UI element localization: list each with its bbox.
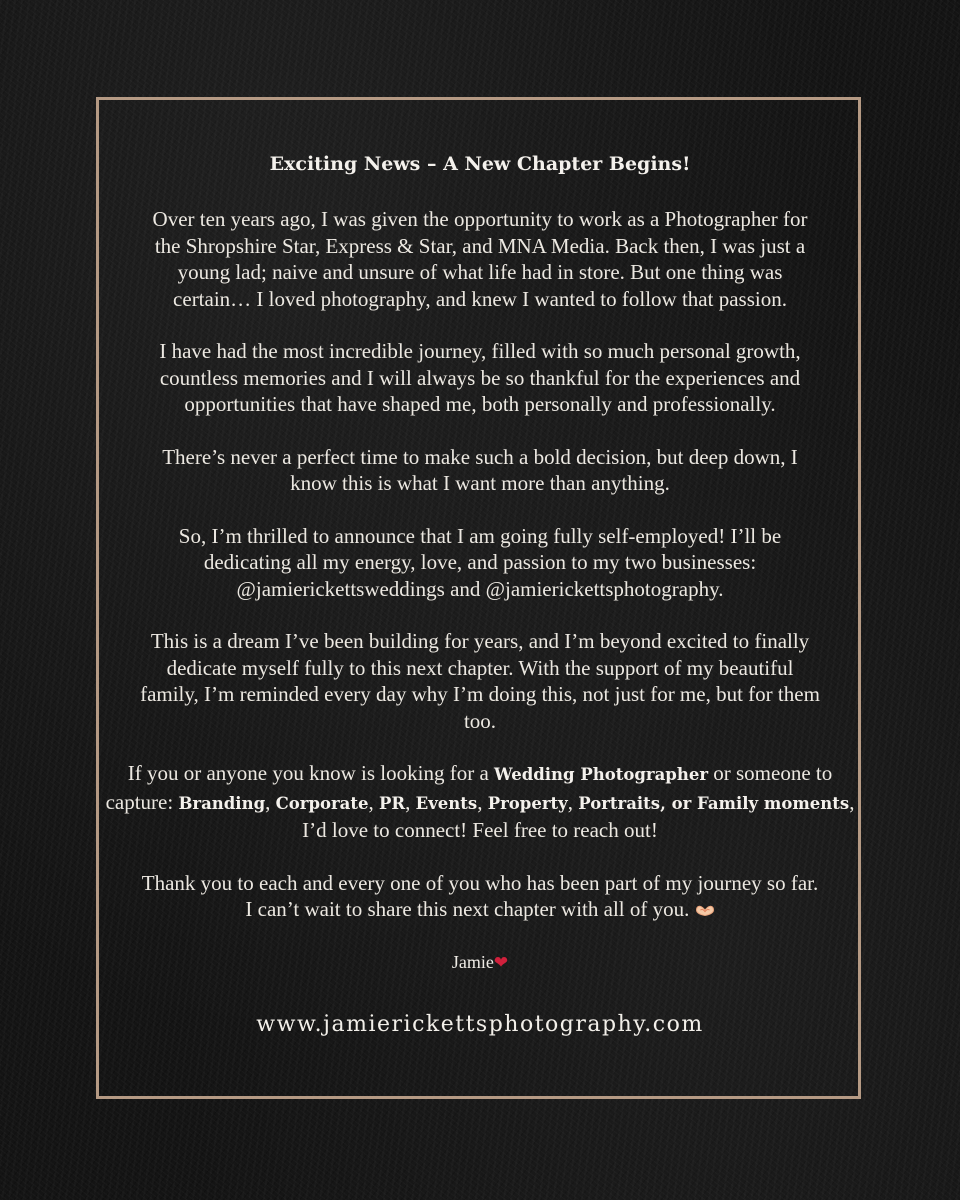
paragraph-dream-line-3: family, I’m reminded every day why I’m doing this, not just for me, but for them <box>140 682 820 706</box>
services-intro-tail: or someone to <box>708 761 833 785</box>
service-pr: PR <box>379 793 406 813</box>
heart-hands-icon <box>695 903 715 917</box>
paragraph-services-line-1 <box>128 761 833 785</box>
paragraph-journey-line-3: opportunities that have shaped me, both personally and professionally. <box>184 392 776 416</box>
service-branding: Branding <box>178 793 266 813</box>
paragraph-dream-line-4: too. <box>463 708 497 733</box>
paragraph-history-line-3: young lad; naive and unsure of what life had in store. But one thing was <box>177 260 783 284</box>
separator: , <box>405 789 416 814</box>
post-title: Exciting News – A New Chapter Begins! <box>269 153 691 175</box>
paragraph-services-line-3: I’d love to connect! Feel free to reach out! <box>302 818 658 842</box>
separator: , <box>368 789 379 814</box>
paragraph-decision-line-2: know this is what I want more than anything. <box>290 471 670 495</box>
paragraph-services <box>96 760 864 844</box>
signoff-name: Jamie <box>451 951 494 972</box>
paragraph-dream-line-2: dedicate myself fully to this next chapter. With the support of my beautiful <box>166 655 794 680</box>
paragraph-journey <box>96 338 864 418</box>
paragraph-history-line-4: certain… I loved photography, and knew I wanted to follow that passion. <box>173 286 787 311</box>
services-intro-text: If you or anyone you know is looking for a <box>127 761 495 785</box>
paragraph-thanks <box>96 870 864 923</box>
paragraph-history-line-2: the Shropshire Star, Express & Star, and MNA Media. Back then, I was just a <box>154 233 806 258</box>
service-events: Events <box>415 793 478 813</box>
paragraph-dream-line-1: This is a dream I’ve been building for years, and I’m beyond excited to finally <box>150 629 810 653</box>
capture-label: capture: <box>105 789 179 814</box>
paragraph-announcement-line-1: So, I’m thrilled to announce that I am going fully self-employed! I’ll be <box>178 523 782 548</box>
paragraph-thanks-line-2 <box>245 897 714 921</box>
line-end-comma: , <box>849 789 855 814</box>
paragraph-decision-line-1: There’s never a perfect time to make such a bold decision, but deep down, I <box>162 444 798 469</box>
service-wedding-photographer: Wedding Photographer <box>494 765 709 784</box>
separator: , <box>567 789 579 814</box>
signoff <box>96 949 864 976</box>
paragraph-thanks-line-1: Thank you to each and every one of you who has been part of my journey so far. <box>141 870 819 895</box>
paragraph-dream <box>96 628 864 734</box>
paragraph-history-line-1: Over ten years ago, I was given the opportunity to work as a Photographer for <box>152 207 808 231</box>
service-corporate: Corporate <box>275 793 369 813</box>
paragraph-journey-line-2: countless memories and I will always be so thankful for the experiences and <box>159 365 801 390</box>
paragraph-announcement <box>96 523 864 603</box>
service-property: Property <box>487 793 568 813</box>
website-url[interactable]: www.jamierickettsphotography.com <box>256 1011 704 1037</box>
separator: , <box>477 789 488 814</box>
paragraph-journey-line-1: I have had the most incredible journey, filled with so much personal growth, <box>159 339 801 363</box>
service-portraits-family: Portraits, or Family moments <box>578 793 850 813</box>
paragraph-decision <box>96 444 864 497</box>
paragraph-thanks-line-2-text: I can’t wait to share this next chapter with all of you. <box>245 897 690 921</box>
paragraph-announcement-line-2: dedicating all my energy, love, and passion to my two businesses: <box>203 550 757 574</box>
paragraph-announcement-line-3: @jamierickettsweddings and @jamierickettsphotography. <box>236 576 724 601</box>
paragraph-services-line-2 <box>106 790 855 814</box>
red-heart-icon: ❤ <box>493 952 509 973</box>
announcement-text <box>96 150 864 1040</box>
paragraph-history <box>96 206 864 312</box>
separator: , <box>265 789 276 814</box>
